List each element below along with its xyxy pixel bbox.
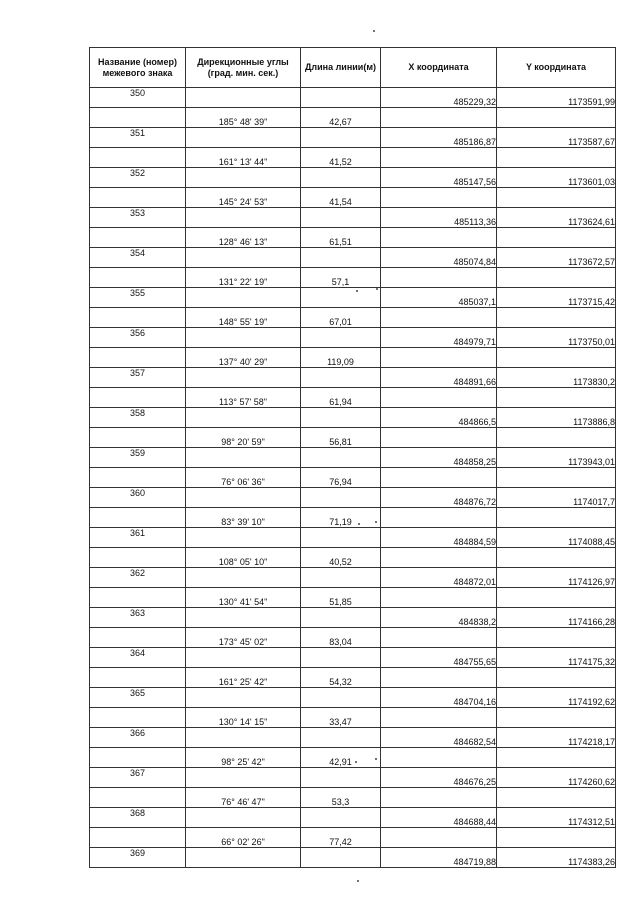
empty-cell <box>186 448 301 468</box>
empty-cell <box>381 428 497 448</box>
line-length-cell: 56,81 <box>301 428 381 448</box>
scan-speck <box>356 290 358 292</box>
empty-cell <box>497 388 616 408</box>
empty-cell <box>497 508 616 528</box>
line-length-cell: 61,51 <box>301 228 381 248</box>
point-name-cell: 356 <box>90 328 186 348</box>
empty-cell <box>301 408 381 428</box>
x-coordinate-cell: 484838,2 <box>381 608 497 628</box>
empty-cell <box>186 848 301 868</box>
segment-row <box>90 508 616 528</box>
point-name-cell: 360 <box>90 488 186 508</box>
y-coordinate-cell: 1174383,26 <box>497 848 616 868</box>
empty-cell <box>381 788 497 808</box>
x-coordinate-cell: 484872,01 <box>381 568 497 588</box>
empty-cell <box>90 428 186 448</box>
direction-angle-cell: 130° 41' 54" <box>186 588 301 608</box>
empty-cell <box>90 508 186 528</box>
empty-cell <box>90 788 186 808</box>
y-coordinate-cell: 1174312,51 <box>497 808 616 828</box>
empty-cell <box>497 588 616 608</box>
empty-cell <box>186 88 301 108</box>
empty-cell <box>301 128 381 148</box>
header-x-coordinate: X координата <box>381 48 497 88</box>
line-length-cell: 54,32 <box>301 668 381 688</box>
x-coordinate-cell: 485113,36 <box>381 208 497 228</box>
direction-angle-cell: 66° 02' 26" <box>186 828 301 848</box>
y-coordinate-cell: 1173830,2 <box>497 368 616 388</box>
empty-cell <box>90 388 186 408</box>
empty-cell <box>301 248 381 268</box>
scan-speck <box>373 30 375 32</box>
empty-cell <box>186 528 301 548</box>
direction-angle-cell: 148° 55' 19" <box>186 308 301 328</box>
empty-cell <box>497 148 616 168</box>
empty-cell <box>301 848 381 868</box>
point-name-cell: 359 <box>90 448 186 468</box>
segment-row <box>90 388 616 408</box>
empty-cell <box>301 208 381 228</box>
table-header-row <box>90 48 616 88</box>
empty-cell <box>497 308 616 328</box>
direction-angle-cell: 113° 57' 58" <box>186 388 301 408</box>
point-row <box>90 688 616 708</box>
empty-cell <box>381 628 497 648</box>
direction-angle-cell: 131° 22' 19" <box>186 268 301 288</box>
empty-cell <box>90 268 186 288</box>
point-name-cell: 352 <box>90 168 186 188</box>
empty-cell <box>497 268 616 288</box>
point-name-cell: 358 <box>90 408 186 428</box>
scan-speck <box>357 880 359 882</box>
x-coordinate-cell: 484884,59 <box>381 528 497 548</box>
empty-cell <box>381 108 497 128</box>
point-row <box>90 248 616 268</box>
empty-cell <box>497 468 616 488</box>
point-name-cell: 357 <box>90 368 186 388</box>
empty-cell <box>497 348 616 368</box>
y-coordinate-cell: 1173591,99 <box>497 88 616 108</box>
empty-cell <box>497 708 616 728</box>
empty-cell <box>301 448 381 468</box>
point-row <box>90 488 616 508</box>
point-row <box>90 128 616 148</box>
line-length-cell: 119,09 <box>301 348 381 368</box>
empty-cell <box>497 188 616 208</box>
x-coordinate-cell: 485229,32 <box>381 88 497 108</box>
empty-cell <box>90 188 186 208</box>
scan-speck <box>375 758 377 760</box>
x-coordinate-cell: 484979,71 <box>381 328 497 348</box>
line-length-cell: 57,1 <box>301 268 381 288</box>
empty-cell <box>186 368 301 388</box>
segment-row <box>90 188 616 208</box>
empty-cell <box>90 148 186 168</box>
point-row <box>90 848 616 868</box>
segment-row <box>90 708 616 728</box>
empty-cell <box>90 828 186 848</box>
direction-angle-cell: 161° 25' 42" <box>186 668 301 688</box>
empty-cell <box>186 808 301 828</box>
point-name-cell: 350 <box>90 88 186 108</box>
segment-row <box>90 428 616 448</box>
direction-angle-cell: 185° 48' 39" <box>186 108 301 128</box>
segment-row <box>90 668 616 688</box>
line-length-cell: 42,91 <box>301 748 381 768</box>
empty-cell <box>497 668 616 688</box>
empty-cell <box>301 568 381 588</box>
empty-cell <box>301 728 381 748</box>
empty-cell <box>381 308 497 328</box>
point-row <box>90 368 616 388</box>
line-length-cell: 41,52 <box>301 148 381 168</box>
empty-cell <box>90 668 186 688</box>
header-y-coordinate: Y координата <box>497 48 616 88</box>
direction-angle-cell: 130° 14' 15" <box>186 708 301 728</box>
empty-cell <box>90 468 186 488</box>
y-coordinate-cell: 1173672,57 <box>497 248 616 268</box>
x-coordinate-cell: 484688,44 <box>381 808 497 828</box>
point-name-cell: 363 <box>90 608 186 628</box>
line-length-cell: 53,3 <box>301 788 381 808</box>
line-length-cell: 40,52 <box>301 548 381 568</box>
point-row <box>90 608 616 628</box>
empty-cell <box>381 388 497 408</box>
empty-cell <box>381 748 497 768</box>
point-row <box>90 568 616 588</box>
y-coordinate-cell: 1173750,01 <box>497 328 616 348</box>
point-row <box>90 448 616 468</box>
point-row <box>90 168 616 188</box>
empty-cell <box>497 548 616 568</box>
point-name-cell: 355 <box>90 288 186 308</box>
line-length-cell: 42,67 <box>301 108 381 128</box>
empty-cell <box>381 348 497 368</box>
direction-angle-cell: 161° 13' 44" <box>186 148 301 168</box>
segment-row <box>90 228 616 248</box>
point-row <box>90 208 616 228</box>
empty-cell <box>90 228 186 248</box>
x-coordinate-cell: 484676,25 <box>381 768 497 788</box>
empty-cell <box>90 748 186 768</box>
direction-angle-cell: 137° 40' 29" <box>186 348 301 368</box>
direction-angle-cell: 83° 39' 10" <box>186 508 301 528</box>
empty-cell <box>497 828 616 848</box>
empty-cell <box>186 408 301 428</box>
line-length-cell: 41,54 <box>301 188 381 208</box>
header-direction-angle: Дирекционные углы (град. мин. сек.) <box>186 48 301 88</box>
direction-angle-cell: 98° 25' 42" <box>186 748 301 768</box>
empty-cell <box>381 188 497 208</box>
empty-cell <box>186 328 301 348</box>
empty-cell <box>186 288 301 308</box>
x-coordinate-cell: 485147,56 <box>381 168 497 188</box>
boundary-points-table <box>89 47 616 868</box>
empty-cell <box>497 228 616 248</box>
empty-cell <box>497 108 616 128</box>
y-coordinate-cell: 1173624,61 <box>497 208 616 228</box>
point-name-cell: 353 <box>90 208 186 228</box>
segment-row <box>90 548 616 568</box>
segment-row <box>90 628 616 648</box>
point-row <box>90 88 616 108</box>
empty-cell <box>381 708 497 728</box>
point-row <box>90 768 616 788</box>
empty-cell <box>497 748 616 768</box>
scan-speck <box>358 523 360 525</box>
empty-cell <box>381 548 497 568</box>
empty-cell <box>90 628 186 648</box>
line-length-cell: 76,94 <box>301 468 381 488</box>
empty-cell <box>90 348 186 368</box>
empty-cell <box>186 568 301 588</box>
y-coordinate-cell: 1173601,03 <box>497 168 616 188</box>
point-row <box>90 728 616 748</box>
empty-cell <box>301 488 381 508</box>
empty-cell <box>381 828 497 848</box>
point-name-cell: 367 <box>90 768 186 788</box>
point-row <box>90 528 616 548</box>
line-length-cell: 61,94 <box>301 388 381 408</box>
x-coordinate-cell: 485074,84 <box>381 248 497 268</box>
segment-row <box>90 348 616 368</box>
direction-angle-cell: 145° 24' 53" <box>186 188 301 208</box>
y-coordinate-cell: 1173587,67 <box>497 128 616 148</box>
empty-cell <box>186 248 301 268</box>
empty-cell <box>497 428 616 448</box>
empty-cell <box>301 648 381 668</box>
point-name-cell: 366 <box>90 728 186 748</box>
header-point-name: Название (номер) межевого знака <box>90 48 186 88</box>
point-name-cell: 362 <box>90 568 186 588</box>
empty-cell <box>381 468 497 488</box>
scan-speck <box>376 288 378 290</box>
x-coordinate-cell: 484704,16 <box>381 688 497 708</box>
y-coordinate-cell: 1174017,7 <box>497 488 616 508</box>
empty-cell <box>186 488 301 508</box>
point-name-cell: 369 <box>90 848 186 868</box>
y-coordinate-cell: 1174088,45 <box>497 528 616 548</box>
point-name-cell: 351 <box>90 128 186 148</box>
x-coordinate-cell: 485037,1 <box>381 288 497 308</box>
segment-row <box>90 828 616 848</box>
y-coordinate-cell: 1174192,62 <box>497 688 616 708</box>
empty-cell <box>301 768 381 788</box>
y-coordinate-cell: 1174175,32 <box>497 648 616 668</box>
direction-angle-cell: 128° 46' 13" <box>186 228 301 248</box>
empty-cell <box>90 308 186 328</box>
point-name-cell: 364 <box>90 648 186 668</box>
y-coordinate-cell: 1173886,8 <box>497 408 616 428</box>
empty-cell <box>186 688 301 708</box>
segment-row <box>90 788 616 808</box>
empty-cell <box>381 668 497 688</box>
line-length-cell: 67,01 <box>301 308 381 328</box>
empty-cell <box>301 328 381 348</box>
empty-cell <box>301 528 381 548</box>
empty-cell <box>381 588 497 608</box>
y-coordinate-cell: 1173943,01 <box>497 448 616 468</box>
point-row <box>90 808 616 828</box>
direction-angle-cell: 98° 20' 59" <box>186 428 301 448</box>
empty-cell <box>301 88 381 108</box>
point-name-cell: 354 <box>90 248 186 268</box>
empty-cell <box>381 228 497 248</box>
empty-cell <box>186 128 301 148</box>
point-row <box>90 408 616 428</box>
empty-cell <box>301 368 381 388</box>
empty-cell <box>301 288 381 308</box>
point-name-cell: 365 <box>90 688 186 708</box>
direction-angle-cell: 173° 45' 02" <box>186 628 301 648</box>
point-row <box>90 648 616 668</box>
y-coordinate-cell: 1174260,62 <box>497 768 616 788</box>
segment-row <box>90 148 616 168</box>
y-coordinate-cell: 1173715,42 <box>497 288 616 308</box>
header-line-length: Длина линии(м) <box>301 48 381 88</box>
point-name-cell: 368 <box>90 808 186 828</box>
segment-row <box>90 268 616 288</box>
empty-cell <box>381 268 497 288</box>
empty-cell <box>90 708 186 728</box>
empty-cell <box>186 768 301 788</box>
direction-angle-cell: 108° 05' 10" <box>186 548 301 568</box>
x-coordinate-cell: 484858,25 <box>381 448 497 468</box>
empty-cell <box>186 648 301 668</box>
x-coordinate-cell: 484866,5 <box>381 408 497 428</box>
segment-row <box>90 108 616 128</box>
x-coordinate-cell: 484876,72 <box>381 488 497 508</box>
empty-cell <box>186 168 301 188</box>
y-coordinate-cell: 1174126,97 <box>497 568 616 588</box>
empty-cell <box>90 588 186 608</box>
direction-angle-cell: 76° 06' 36" <box>186 468 301 488</box>
segment-row <box>90 308 616 328</box>
x-coordinate-cell: 484719,88 <box>381 848 497 868</box>
empty-cell <box>301 168 381 188</box>
line-length-cell: 71,19 <box>301 508 381 528</box>
segment-row <box>90 468 616 488</box>
segment-row <box>90 588 616 608</box>
empty-cell <box>90 548 186 568</box>
point-row <box>90 288 616 308</box>
empty-cell <box>90 108 186 128</box>
empty-cell <box>186 728 301 748</box>
empty-cell <box>381 508 497 528</box>
table-body <box>90 88 616 868</box>
y-coordinate-cell: 1174166,28 <box>497 608 616 628</box>
empty-cell <box>186 208 301 228</box>
empty-cell <box>497 628 616 648</box>
point-row <box>90 328 616 348</box>
direction-angle-cell: 76° 46' 47" <box>186 788 301 808</box>
empty-cell <box>381 148 497 168</box>
y-coordinate-cell: 1174218,17 <box>497 728 616 748</box>
line-length-cell: 51,85 <box>301 588 381 608</box>
line-length-cell: 33,47 <box>301 708 381 728</box>
point-name-cell: 361 <box>90 528 186 548</box>
line-length-cell: 83,04 <box>301 628 381 648</box>
scan-speck <box>355 761 357 763</box>
x-coordinate-cell: 484682,54 <box>381 728 497 748</box>
empty-cell <box>497 788 616 808</box>
empty-cell <box>301 808 381 828</box>
segment-row <box>90 748 616 768</box>
empty-cell <box>301 608 381 628</box>
line-length-cell: 77,42 <box>301 828 381 848</box>
empty-cell <box>301 688 381 708</box>
x-coordinate-cell: 485186,87 <box>381 128 497 148</box>
empty-cell <box>186 608 301 628</box>
x-coordinate-cell: 484891,66 <box>381 368 497 388</box>
scan-speck <box>375 521 377 523</box>
x-coordinate-cell: 484755,65 <box>381 648 497 668</box>
